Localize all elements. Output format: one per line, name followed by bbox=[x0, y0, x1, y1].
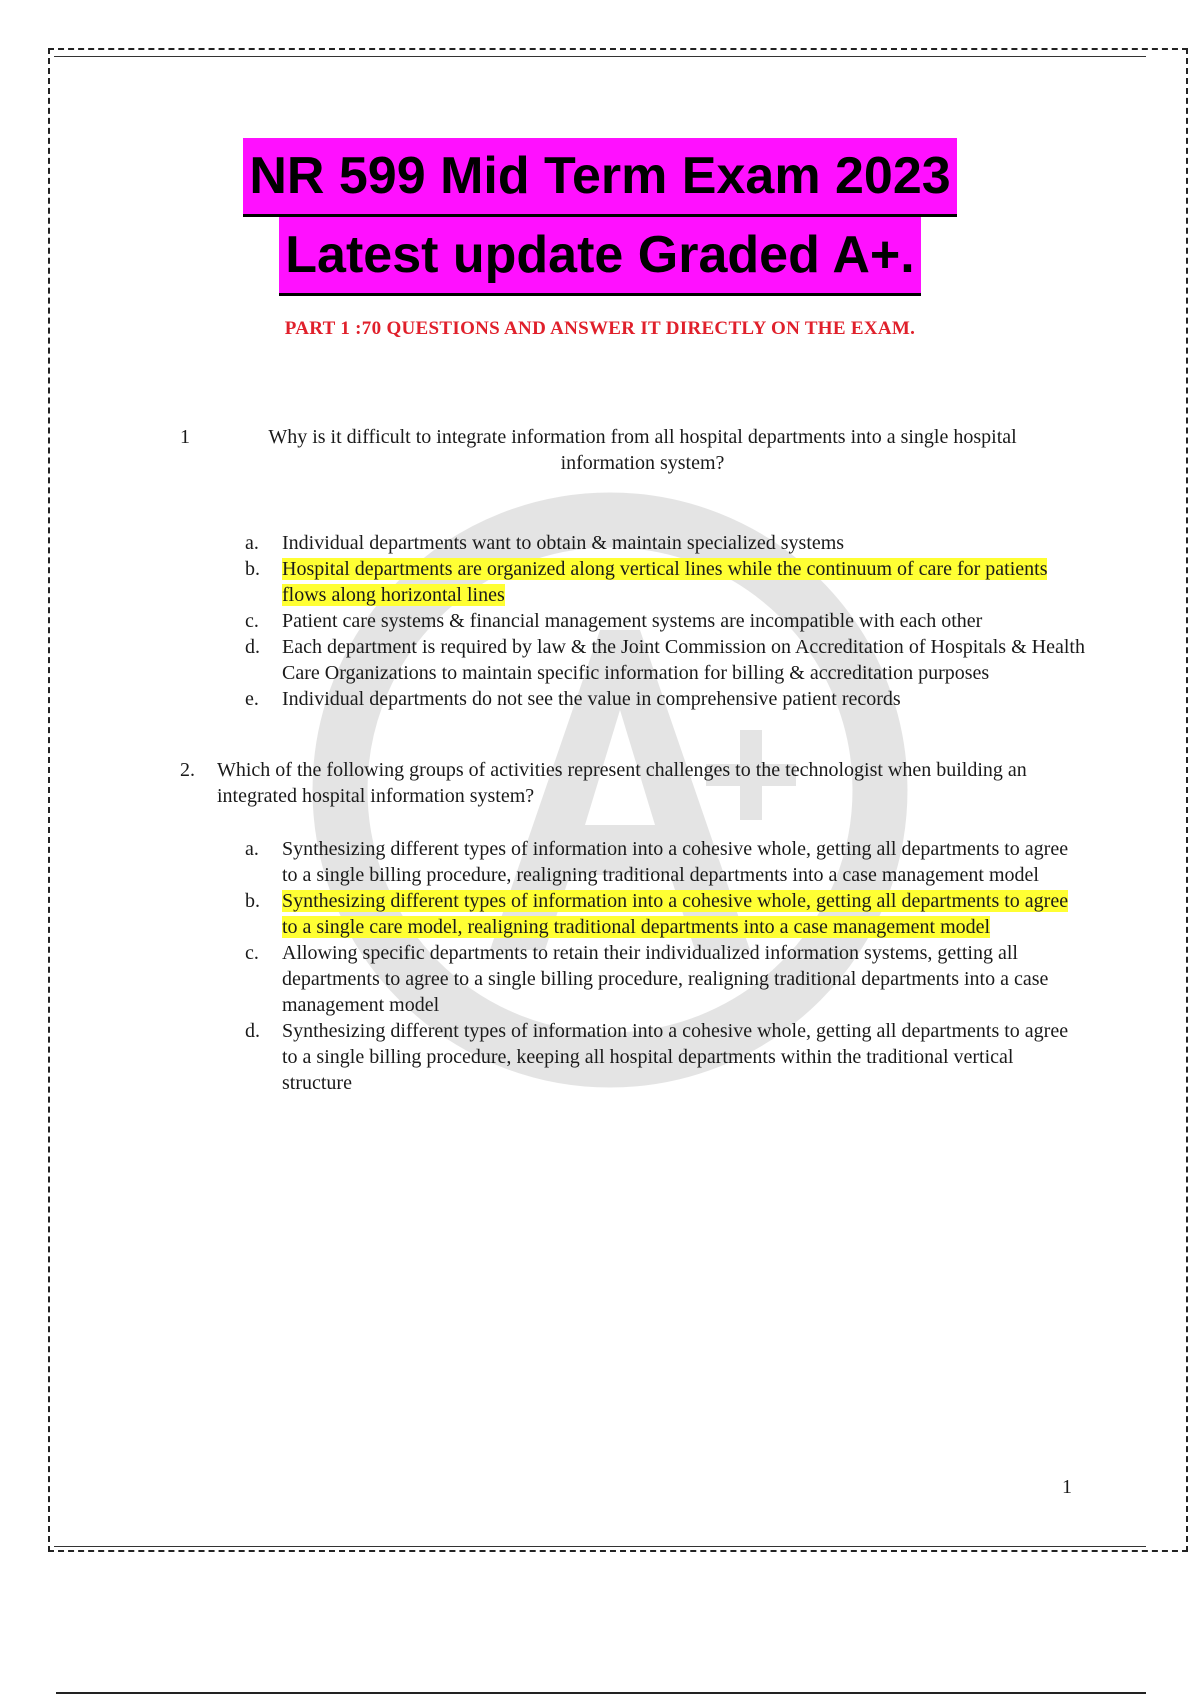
option-letter: a. bbox=[245, 838, 259, 860]
option-letter: c. bbox=[245, 610, 259, 632]
question-number: 2. bbox=[180, 759, 195, 781]
option-letter: a. bbox=[245, 532, 259, 554]
option-letter: c. bbox=[245, 942, 259, 964]
question-number: 1 bbox=[180, 426, 190, 448]
document-subtitle: PART 1 :70 QUESTIONS AND ANSWER IT DIRECTLY ON THE EXAM. bbox=[284, 318, 916, 339]
option-text: Individual departments do not see the value in comprehensive patient records bbox=[282, 688, 901, 710]
page-top-rule bbox=[54, 56, 1146, 57]
option-letter: b. bbox=[245, 558, 260, 580]
answer-option bbox=[245, 634, 1085, 686]
document-title bbox=[0, 138, 1200, 296]
page-number: 1 bbox=[1062, 1476, 1072, 1498]
answer-option bbox=[245, 608, 1085, 634]
option-text: Allowing specific departments to retain their individualized information systems, getting all departments to agree to a single billing procedure, realigning traditional departments into a case management model bbox=[282, 942, 1049, 1016]
highlighted-answer-text: Hospital departments are organized along vertical lines while the continuum of care for patients flows along horizontal lines bbox=[282, 558, 1048, 606]
answer-options-1 bbox=[245, 530, 1085, 712]
option-text: Patient care systems & financial management systems are incompatible with each other bbox=[282, 610, 983, 632]
highlighted-answer-text: Synthesizing different types of information into a cohesive whole, getting all departments to agree to a single care model, realigning traditional departments into a case management model bbox=[282, 890, 1069, 938]
answer-option bbox=[245, 686, 1085, 712]
answer-option-correct bbox=[245, 888, 1085, 940]
page-bottom-rule bbox=[54, 1546, 1146, 1547]
answer-option bbox=[245, 940, 1085, 1018]
answer-options-2 bbox=[245, 836, 1085, 1096]
option-text: Synthesizing different types of information into a cohesive whole, getting all departments to agree to a single billing procedure, keeping all hospital departments within the traditional vertical structure bbox=[282, 1020, 1069, 1094]
title-line-2: Latest update Graded A+. bbox=[279, 217, 920, 296]
answer-option-correct bbox=[245, 556, 1085, 608]
answer-option bbox=[245, 1018, 1085, 1096]
option-text: Individual departments want to obtain & maintain specialized systems bbox=[282, 532, 845, 554]
option-letter: d. bbox=[245, 1020, 260, 1042]
question-text: Which of the following groups of activities represent challenges to the technologist when building an integrated hospital information system? bbox=[217, 759, 1027, 807]
next-page-rule bbox=[56, 1692, 1146, 1694]
option-letter: d. bbox=[245, 636, 260, 658]
option-letter: e. bbox=[245, 688, 259, 710]
question-text: Why is it difficult to integrate information from all hospital departments into a single hospital information system? bbox=[268, 426, 1017, 474]
title-line-1: NR 599 Mid Term Exam 2023 bbox=[243, 138, 956, 217]
answer-option bbox=[245, 530, 1085, 556]
answer-option bbox=[245, 836, 1085, 888]
question-1 bbox=[180, 424, 1060, 476]
option-letter: b. bbox=[245, 890, 260, 912]
option-text: Each department is required by law & the Joint Commission on Accreditation of Hospitals & Health Care Organizations to maintain specific information for billing & accreditation purposes bbox=[282, 636, 1085, 684]
question-2 bbox=[180, 757, 1060, 809]
option-text: Synthesizing different types of information into a cohesive whole, getting all departments to agree to a single billing procedure, realigning traditional departments into a case management model bbox=[282, 838, 1069, 886]
